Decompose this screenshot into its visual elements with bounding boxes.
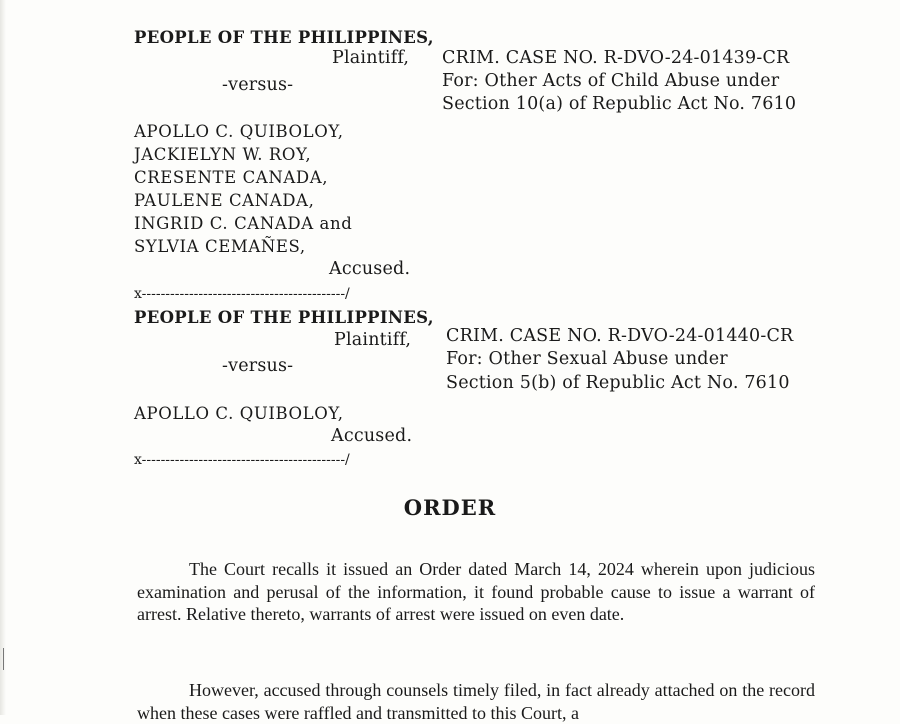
case-offense-law: Section 10(a) of Republic Act No. 7610 [442, 94, 797, 114]
caption-separator: x-------------------------------------------/ [134, 452, 350, 468]
versus-label: -versus- [222, 356, 294, 376]
case-offense: For: Other Acts of Child Abuse under [442, 71, 780, 91]
scan-mark [3, 648, 4, 670]
paragraph-text: The Court recalls it issued an Order dated March 14, 2024 wherein upon judicious examination and perusal of the information, it found probable cause to issue a warrant of arrest. Relative thereto, warrants of arrest were issued on even date. [137, 559, 815, 625]
accused-role: Accused. [331, 426, 413, 446]
body-paragraph [137, 679, 815, 724]
paragraph-text: However, accused through counsels timely filed, in fact already attached on the record when these cases were raffled and transmitted to this Court, a [137, 680, 815, 723]
accused-name: CRESENTE CANADA, [134, 168, 329, 187]
scan-edge [0, 0, 6, 715]
accused-name: INGRID C. CANADA and [134, 214, 353, 233]
accused-name: APOLLO C. QUIBOLOY, [134, 404, 344, 423]
order-title: ORDER [403, 495, 497, 520]
accused-role: Accused. [329, 259, 411, 279]
case-offense-law: Section 5(b) of Republic Act No. 7610 [446, 373, 790, 393]
accused-name: PAULENE CANADA, [134, 191, 315, 210]
accused-name: APOLLO C. QUIBOLOY, [134, 122, 344, 141]
accused-name: SYLVIA CEMAÑES, [134, 237, 306, 256]
plaintiff-role: Plaintiff, [334, 330, 412, 350]
caption-separator: x-------------------------------------------/ [134, 286, 350, 302]
plaintiff-name: PEOPLE OF THE PHILIPPINES, [134, 28, 434, 47]
case-number: CRIM. CASE NO. R-DVO-24-01439-CR [442, 48, 790, 68]
case-offense: For: Other Sexual Abuse under [446, 349, 728, 369]
plaintiff-name: PEOPLE OF THE PHILIPPINES, [134, 308, 434, 327]
body-paragraph [137, 558, 815, 626]
plaintiff-role: Plaintiff, [332, 48, 410, 68]
accused-name: JACKIELYN W. ROY, [134, 145, 312, 164]
versus-label: -versus- [222, 75, 294, 95]
case-number: CRIM. CASE NO. R-DVO-24-01440-CR [446, 326, 794, 346]
